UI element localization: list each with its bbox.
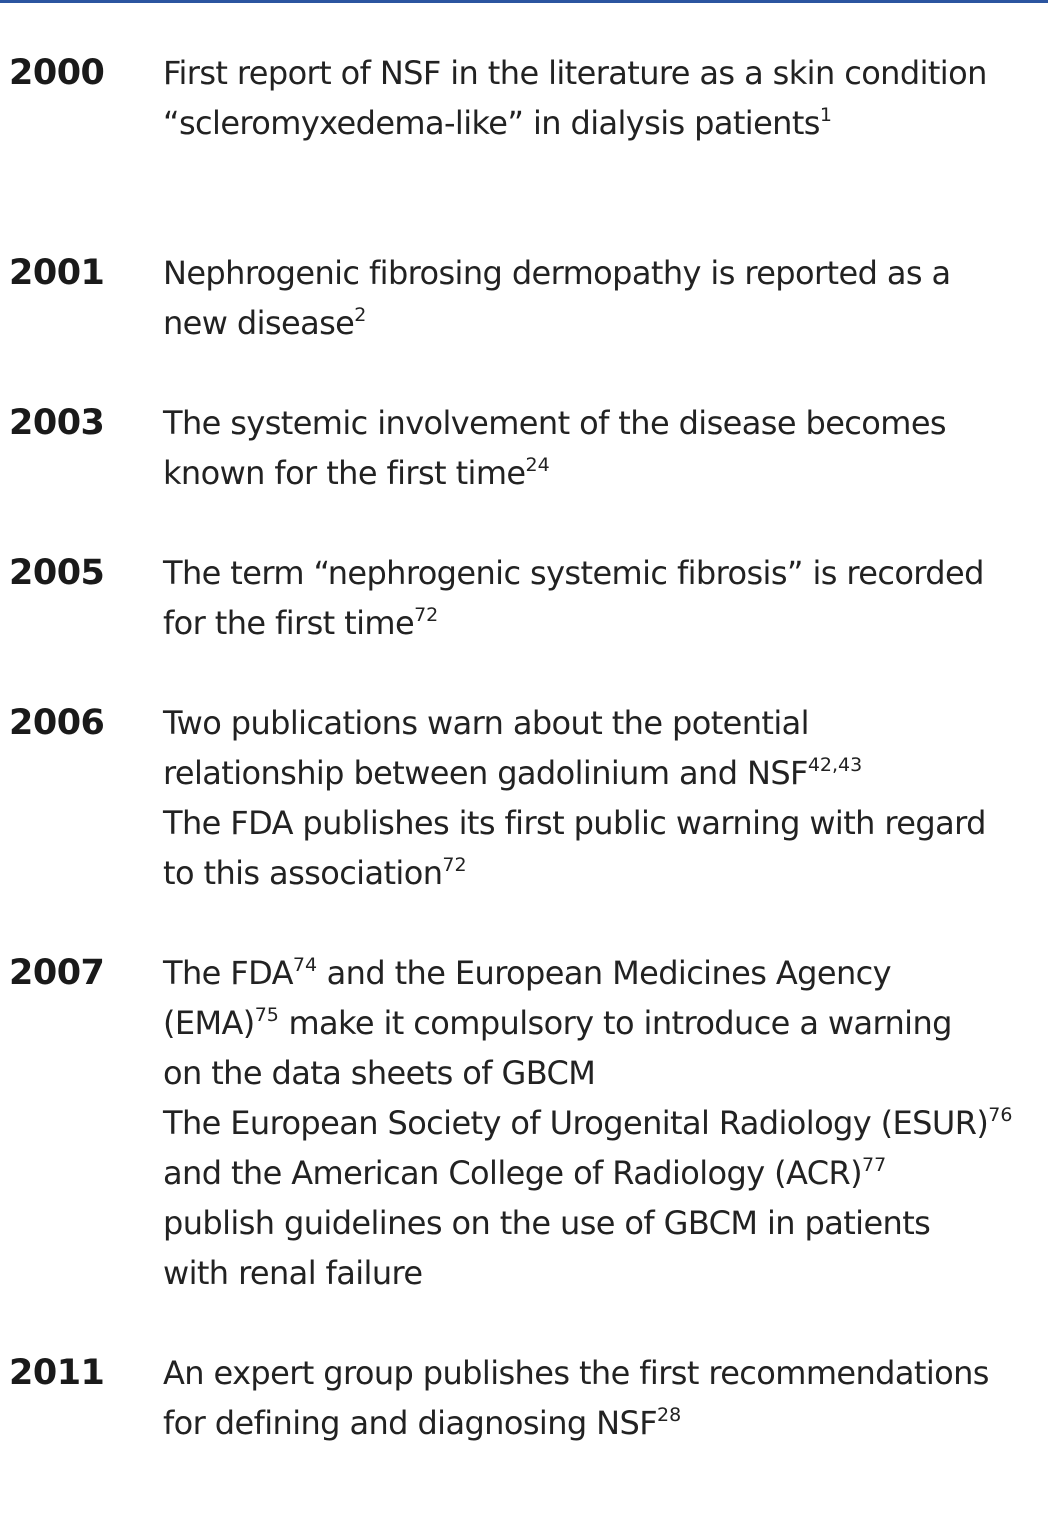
line-text: publish guidelines on the use of GBCM in patients [163, 1204, 931, 1242]
line-text: An expert group publishes the first recommendations [163, 1354, 989, 1392]
timeline-description [163, 398, 1048, 498]
timeline-description [163, 548, 1048, 648]
description-line [163, 1348, 1048, 1398]
description-line [163, 1248, 1048, 1298]
description-line [163, 998, 1048, 1048]
description-line [163, 1098, 1048, 1148]
line-text: known for the first time [163, 454, 526, 492]
description-line [163, 1048, 1048, 1098]
reference-superscript: 76 [988, 1104, 1013, 1126]
line-text: on the data sheets of GBCM [163, 1054, 596, 1092]
timeline-year: 2011 [9, 1353, 105, 1393]
description-line [163, 398, 1048, 448]
timeline-description [163, 248, 1048, 348]
timeline-description [163, 1348, 1048, 1448]
line-text: First report of NSF in the literature as a skin condition [163, 54, 987, 92]
top-rule [0, 0, 1048, 3]
line-text: and the American College of Radiology (ACR) [163, 1154, 862, 1192]
reference-superscript: 77 [861, 1154, 887, 1176]
description-line [163, 248, 1048, 298]
description-line [163, 448, 1048, 498]
line-text-tail: and the European Medicines Agency [317, 954, 891, 992]
line-text: Nephrogenic fibrosing dermopathy is reported as a [163, 254, 951, 292]
reference-superscript: 24 [525, 454, 550, 476]
line-text: Two publications warn about the potential [163, 704, 809, 742]
reference-superscript: 2 [354, 304, 367, 326]
description-line [163, 848, 1048, 898]
line-text: The European Society of Urogenital Radiology (ESUR) [163, 1104, 989, 1142]
description-line [163, 548, 1048, 598]
line-text: new disease [163, 304, 355, 342]
reference-superscript: 42,43 [807, 754, 863, 776]
description-line [163, 948, 1048, 998]
line-text: for the first time [163, 604, 415, 642]
reference-superscript: 28 [657, 1404, 682, 1426]
line-text: for defining and diagnosing NSF [163, 1404, 658, 1442]
description-line [163, 698, 1048, 748]
description-line [163, 1198, 1048, 1248]
description-line [163, 748, 1048, 798]
line-text: (EMA) [163, 1004, 255, 1042]
description-line [163, 1398, 1048, 1448]
timeline-year: 2003 [9, 403, 105, 443]
timeline-description [163, 948, 1048, 1298]
line-text: “scleromyxedema-like” in dialysis patients [163, 104, 820, 142]
line-text: The term “nephrogenic systemic fibrosis” is recorded [163, 554, 984, 592]
timeline-year: 2006 [9, 703, 105, 743]
line-text: The FDA publishes its first public warning with regard [163, 804, 986, 842]
timeline-year: 2001 [9, 253, 105, 293]
line-text: relationship between gadolinium and NSF [163, 754, 808, 792]
line-text-tail: make it compulsory to introduce a warning [278, 1004, 952, 1042]
reference-superscript: 74 [292, 954, 318, 976]
line-text: with renal failure [163, 1254, 423, 1292]
reference-superscript: 75 [254, 1004, 279, 1026]
line-text: The FDA [163, 954, 293, 992]
description-line [163, 298, 1048, 348]
description-line [163, 98, 1048, 148]
timeline-description [163, 48, 1048, 148]
timeline-year: 2007 [9, 953, 105, 993]
description-line [163, 48, 1048, 98]
description-line [163, 1148, 1048, 1198]
reference-superscript: 72 [414, 604, 439, 626]
timeline-description [163, 698, 1048, 898]
timeline-year: 2005 [9, 553, 105, 593]
reference-superscript: 1 [819, 104, 832, 126]
description-line [163, 798, 1048, 848]
line-text: The systemic involvement of the disease becomes [163, 404, 947, 442]
timeline-year: 2000 [9, 53, 105, 93]
description-line [163, 598, 1048, 648]
reference-superscript: 72 [442, 854, 467, 876]
line-text: to this association [163, 854, 443, 892]
